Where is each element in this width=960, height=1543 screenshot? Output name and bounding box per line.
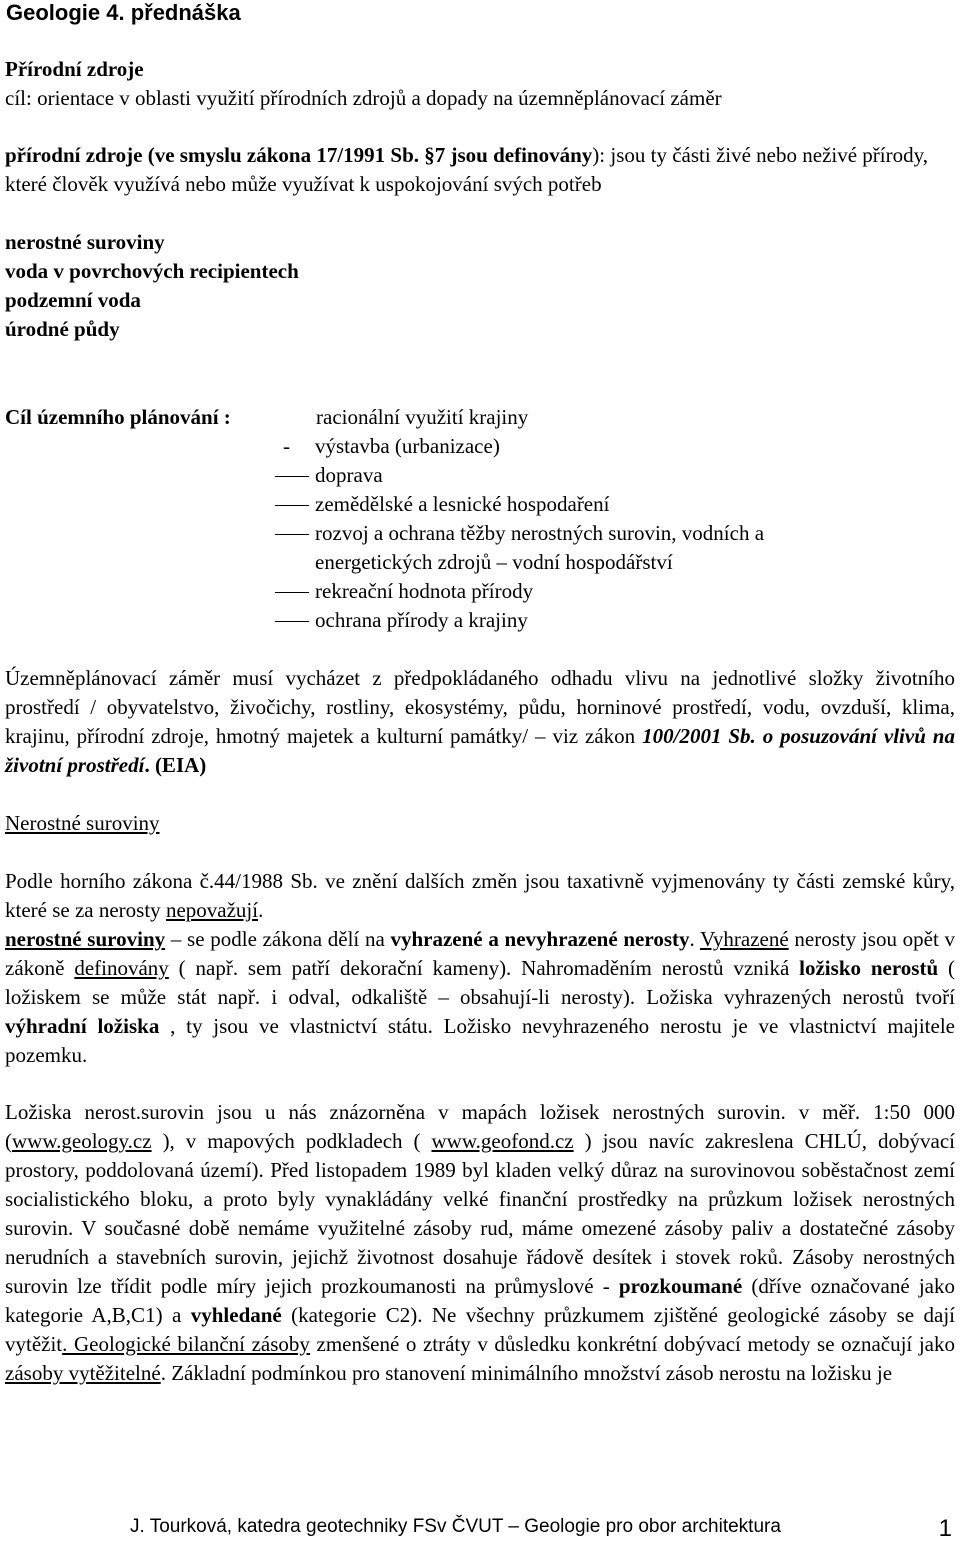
resource-item: nerostné suroviny [5, 230, 165, 254]
impact-paragraph: Územněplánovací záměr musí vycházet z předpokládaného odhadu vlivu na jednotlivé složky životního prostředí / obyvatelstvo, živočichy, rostliny, ekosystémy, půdu, horninové prostředí, vodu, ovzduší, klima, krajinu, přírodní zdroje, hmotný majetek a kulturní památky/ – viz zákon 100/2001 Sb. o posuzování vlivů na životní prostředí. (EIA) [5, 666, 955, 777]
geofond-link[interactable]: www.geofond.cz [431, 1129, 574, 1153]
hyphen-bullet: - [283, 434, 290, 458]
definition-text: ): jsou ty části živé nebo neživé přírody, které člověk využívá nebo může využívat k uspokojování svých potřeb [5, 143, 928, 196]
page-header-title: Geologie 4. přednáška [6, 0, 241, 25]
minerals-classification-paragraph: nerostné suroviny – se podle zákona dělí na vyhrazené a nevyhrazené nerosty. Vyhrazené nerosty jsou opět v zákoně definovány ( např. sem patří dekorační kameny). Nahromaděním nerostů vzniká ložisko nerostů ( ložiskem se může stát např. i odval, odkaliště – obsahují-li nerosty). Ložiska vyhrazených nerostů tvoří výhradní ložiska , ty jsou ve vlastnictví státu. Ložisko nevyhrazeného nerostu je ve vlastnictví majitele pozemku. [5, 927, 956, 1067]
aim-line: cíl: orientace v oblasti využití přírodních zdrojů a dopady na územněplánovací záměr [5, 86, 722, 110]
section-heading-minerals: Nerostné suroviny [5, 811, 160, 835]
definition-paragraph [5, 141, 955, 199]
planning-goal [5, 403, 529, 432]
resources-list [5, 228, 955, 344]
deposits-paragraph: Ložiska nerost.surovin jsou u nás znázorněna v mapách ložisek nerostných surovin. v měř. 1:50 000 (www.geology.cz ), v mapových podkladech ( www.geofond.cz ) jsou navíc zakreslena CHLÚ, dobývací prostory, poddolovaná území). Před listopadem 1989 byl kladen velký důraz na surovinovou soběstačnost zemí socialistického bloku, a proto byly vynakládány velké finanční prostředky na průzkum ložisek nerostných surovin. V současné době nemáme využitelné zásoby rud, máme omezené zásoby paliv a dostatečné zásoby nerudních a stavebních surovin, jejichž životnost dosahuje řádově desítek i stovek roků. Zásoby nerostných surovin lze třídit podle míry jejich prozkoumanosti na průmyslové - prozkoumané (dříve označované jako kategorie A,B,C1) a vyhledané (kategorie C2). Ne všechny průzkumem zjištěné geologické zásoby se dají vytěžit. Geologické bilanční zásoby zmenšené o ztráty v důsledku konkrétní dobývací metody se označují jako zásoby vytěžitelné. Základní podmínkou pro stanovení minimálního množství zásob nerostu na ložisku je [5, 1100, 955, 1385]
resource-item: podzemní voda [5, 288, 141, 312]
page-footer: J. Tourková, katedra geotechniky FSv ČVUT – Geologie pro obor architektura [130, 1516, 781, 1537]
list-item: doprava [315, 463, 383, 487]
list-item: - výstavba (urbanizace) [275, 432, 875, 461]
mining-law-paragraph: Podle horního zákona č.44/1988 Sb. ve znění dalších změn jsou taxativně vyjmenovány ty části zemské kůry, které se za nerosty nepovažují. [5, 869, 955, 922]
resource-item: voda v povrchových recipientech [5, 259, 299, 283]
list-item: rozvoj a ochrana těžby nerostných surovin, vodních a energetických zdrojů – vodní hospodářství [315, 521, 765, 574]
planning-goal-first: racionální využití krajiny [316, 405, 529, 429]
resource-item: úrodné půdy [5, 317, 120, 341]
eia-law-reference: 100/2001 Sb. o posuzování vlivů na životní prostředí [5, 724, 955, 777]
list-item: ochrana přírody a krajiny [315, 608, 528, 632]
geology-link[interactable]: www.geology.cz [12, 1129, 152, 1153]
planning-goal-label: Cíl územního plánování : [5, 405, 231, 429]
definition-term: přírodní zdroje (ve smyslu zákona 17/1991 Sb. §7 jsou definovány [5, 143, 593, 167]
list-item: rekreační hodnota přírody [315, 579, 534, 603]
list-item: zemědělské a lesnické hospodaření [315, 492, 610, 516]
page-number: 1 [938, 1515, 952, 1542]
planning-goal-list [275, 432, 875, 635]
section-heading-natural-resources: Přírodní zdroje [5, 57, 144, 81]
